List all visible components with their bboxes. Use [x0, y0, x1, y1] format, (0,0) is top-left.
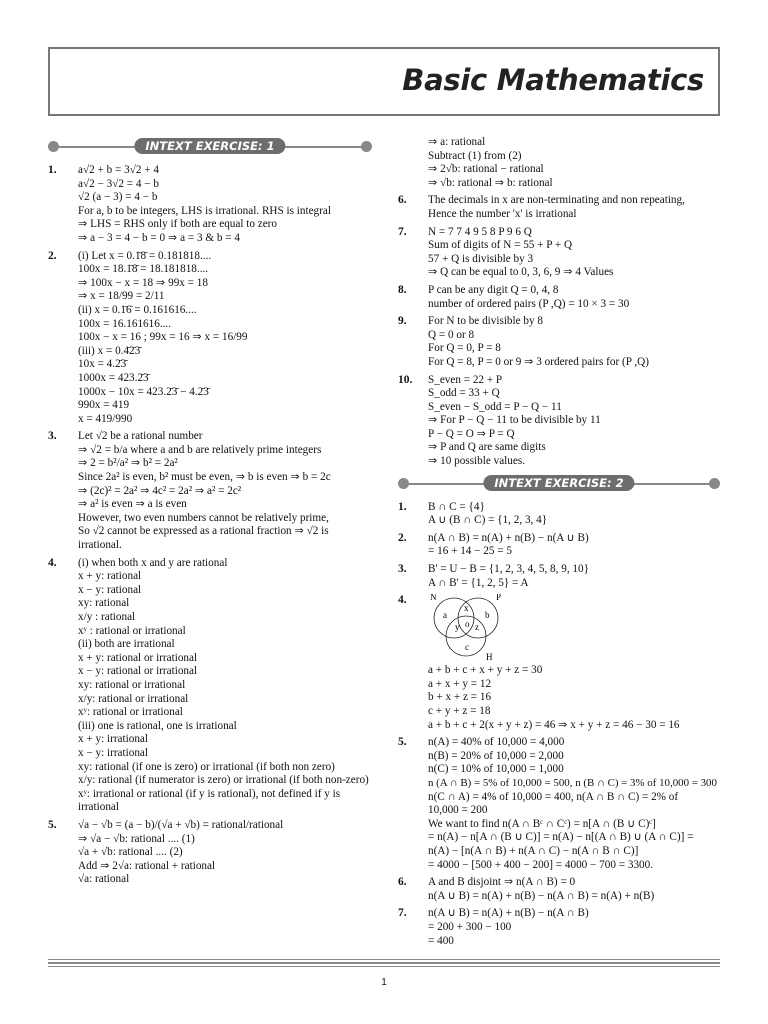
question-number: 4.	[398, 594, 407, 607]
question-item	[398, 374, 720, 469]
question-number: 4.	[48, 556, 57, 569]
venn-label-o: o	[465, 619, 470, 630]
solution-line: x/y: rational (if numerator is zero) or irrational (if both non-zero)	[78, 774, 369, 787]
solution-line: 100x = 18.1̄8̄ = 18.181818....	[78, 263, 209, 276]
solution-line: a + x + y = 12	[428, 677, 492, 690]
page-number: 1	[381, 977, 387, 988]
solution-line: Add ⇒ 2√a: rational + rational	[78, 859, 216, 872]
solution-line: x + y: rational or irrational	[78, 651, 198, 664]
solution-line: Q = 0 or 8	[428, 328, 475, 341]
question-item	[398, 907, 720, 948]
question-item	[398, 563, 720, 590]
question-item	[48, 250, 372, 427]
venn-label-y: y	[455, 622, 460, 633]
solution-line: For Q = 0, P = 8	[428, 342, 501, 355]
solution-line: 10,000 = 200	[428, 804, 488, 817]
solution-line: (iii) x = 0.4̄2̄3̄	[78, 344, 141, 357]
solution-line: √a − √b = (a − b)/(√a + √b) = rational/rational	[78, 818, 284, 831]
solution-line: n (A ∩ B) = 5% of 10,000 = 500, n (B ∩ C) = 3% of 10,000 = 300	[428, 776, 717, 789]
question-number: 10.	[398, 373, 413, 386]
question-item	[398, 532, 720, 559]
section-header-1	[48, 138, 372, 156]
left-column	[48, 136, 372, 891]
right-column	[398, 136, 720, 952]
solution-line: xy: rational or irrational	[78, 678, 186, 691]
solution-line: S_odd = 33 + Q	[428, 387, 500, 400]
solution-line: ⇒ 2 = b²/a² ⇒ b² = 2a²	[78, 457, 178, 470]
solution-line: b + x + z = 16	[428, 691, 492, 704]
section-title-1: INTEXT EXERCISE: 1	[134, 138, 285, 154]
solution-line: x = 419/990	[78, 412, 133, 425]
solution-line: Sum of digits of N = 55 + P + Q	[428, 239, 573, 252]
solution-line: ⇒ P and Q are same digits	[428, 441, 546, 454]
solution-line: x + y: irrational	[78, 733, 148, 746]
solution-line: irrational	[78, 801, 120, 814]
solution-line: n(B) = 20% of 10,000 = 2,000	[428, 749, 564, 762]
question-item	[48, 164, 372, 246]
venn-diagram	[428, 594, 508, 662]
solution-line: ⇒ √2 = b/a where a and b are relatively prime integers	[78, 443, 322, 456]
solution-line: ⇒ a² is even ⇒ a is even	[78, 498, 187, 511]
solution-line: B' = U − B = {1, 2, 3, 4, 5, 8, 9, 10}	[428, 563, 589, 576]
solution-line: 57 + Q is divisible by 3	[428, 252, 534, 265]
solution-line: xʸ: rational or irrational	[78, 706, 183, 719]
solution-line: irrational.	[78, 539, 122, 552]
solution-line: 100x − x = 16 ; 99x = 16 ⇒ x = 16/99	[78, 331, 248, 344]
solution-line: (ii) both are irrational	[78, 638, 175, 651]
solution-line: a + b + c + 2(x + y + z) = 46 ⇒ x + y + z = 46 − 30 = 16	[428, 718, 680, 731]
solution-line: = 4000 − [500 + 400 − 200] = 4000 − 700 = 3300.	[428, 858, 654, 871]
solution-line: P − Q = O ⇒ P = Q	[428, 427, 515, 440]
footer-rule	[48, 966, 720, 967]
solution-line: N = 7 7 4 9 5 8 P 9 6 Q	[428, 225, 532, 238]
solution-line: c + y + z = 18	[428, 705, 491, 717]
solution-line: = n(A) − n[A ∩ (B ∪ C)] = n(A) − n[(A ∩ B) ∪ (A ∩ C)] =	[428, 831, 694, 844]
solution-line: a√2 − 3√2 = 4 − b	[78, 177, 159, 190]
solution-line: xy: rational (if one is zero) or irrational (if both non zero)	[78, 760, 335, 773]
question-item	[398, 315, 720, 369]
question-item	[48, 430, 372, 552]
question-item	[398, 136, 720, 190]
left-questions	[48, 164, 372, 887]
solution-line: x/y : rational	[78, 611, 136, 623]
solution-line: So √2 cannot be expressed as a rational fraction ⇒ √2 is	[78, 525, 329, 538]
solution-line: A and B disjoint ⇒ n(A ∩ B) = 0	[428, 876, 576, 889]
solution-line: (i) when both x and y are rational	[78, 556, 228, 569]
solution-line: 1000x − 10x = 423.2̄3̄ − 4.2̄3̄	[78, 385, 209, 398]
question-number: 1.	[48, 164, 57, 176]
solution-line: (iii) one is rational, one is irrational	[78, 719, 237, 732]
question-number: 5.	[48, 818, 57, 831]
solution-line: x − y: rational or irrational	[78, 665, 198, 678]
solution-line: n(C ∩ A) = 4% of 10,000 = 400, n(A ∩ B ∩ C) = 2% of	[428, 790, 679, 803]
solution-line: ⇒ a: rational	[428, 136, 486, 148]
solution-line: For N to be divisible by 8	[428, 315, 543, 328]
solution-line: xy: rational	[78, 597, 130, 610]
solution-line: x/y: rational or irrational	[78, 692, 189, 705]
solution-line: = 16 + 14 − 25 = 5	[428, 545, 512, 558]
solution-line: ⇒ 10 possible values.	[428, 455, 526, 468]
venn-label-a: a	[443, 610, 447, 621]
solution-line: For a, b to be integers, LHS is irrational. RHS is integral	[78, 204, 331, 217]
question-number: 1.	[398, 500, 407, 513]
solution-line: We want to find n(A ∩ Bᶜ ∩ Cᶜ) = n[A ∩ (B ∪ C)ᶜ]	[428, 817, 656, 830]
solution-line: ⇒ x = 18/99 = 2/11	[78, 290, 165, 303]
solution-line: n(A) − [n(A ∩ B) + n(A ∩ C) − n(A ∩ B ∩ C)]	[428, 844, 639, 857]
section-header-2	[398, 475, 720, 493]
venn-label-x: x	[464, 603, 469, 614]
solution-line: a + b + c + x + y + z = 30	[428, 664, 543, 677]
question-item	[398, 594, 720, 732]
question-item	[398, 226, 720, 280]
header-box	[48, 47, 720, 116]
solution-line: A ∪ (B ∩ C) = {1, 2, 3, 4}	[428, 514, 548, 527]
solution-line: A ∩ B' = {1, 2, 5} = A	[428, 576, 529, 589]
footer-rule	[48, 962, 720, 964]
question-number: 9.	[398, 315, 407, 328]
section-title-2: INTEXT EXERCISE: 2	[483, 475, 634, 491]
venn-label-P: P	[496, 594, 502, 603]
venn-label-c: c	[465, 642, 469, 653]
solution-line: n(A ∩ B) = n(A) + n(B) − n(A ∪ B)	[428, 531, 589, 544]
solution-line: x − y: rational	[78, 583, 142, 596]
solution-line: ⇒ Q can be equal to 0, 3, 6, 9 ⇒ 4 Values	[428, 266, 614, 279]
solution-line: 1000x = 423.2̄3̄	[78, 371, 149, 384]
solution-line: However, two even numbers cannot be relatively prime,	[78, 511, 329, 524]
solution-line: S_even − S_odd = P − Q − 11	[428, 400, 562, 413]
question-number: 2.	[398, 531, 407, 544]
solution-line: n(A) = 40% of 10,000 = 4,000	[428, 736, 565, 749]
solution-line: √a: rational	[78, 873, 130, 886]
question-item	[48, 557, 372, 815]
solution-line: = 400	[428, 934, 454, 947]
solution-line: x + y: rational	[78, 570, 142, 583]
question-item	[398, 501, 720, 528]
page-title: Basic Mathematics	[402, 63, 704, 97]
question-number: 7.	[398, 225, 407, 238]
solution-line: Since 2a² is even, b² must be even, ⇒ b is even ⇒ b = 2c	[78, 471, 331, 484]
solution-line: number of ordered pairs (P ,Q) = 10 × 3 = 30	[428, 297, 630, 310]
question-item	[398, 736, 720, 872]
solution-line: S_even = 22 + P	[428, 373, 503, 386]
solution-line: ⇒ √a − √b: rational .... (1)	[78, 832, 195, 845]
solution-line: Let √2 be a rational number	[78, 430, 203, 443]
solution-line: √2 (a − 3) = 4 − b	[78, 191, 158, 204]
solution-line: For Q = 8, P = 0 or 9 ⇒ 3 ordered pairs for (P ,Q)	[428, 355, 649, 368]
question-number: 8.	[398, 283, 407, 296]
question-number: 3.	[398, 563, 407, 576]
solution-line: n(A ∪ B) = n(A) + n(B) − n(A ∩ B) = n(A) + n(B)	[428, 889, 655, 902]
venn-label-z: z	[475, 622, 479, 633]
right-questions-2	[398, 501, 720, 948]
venn-label-H: H	[486, 652, 493, 663]
question-item	[398, 284, 720, 311]
solution-line: B ∩ C = {4}	[428, 500, 485, 513]
solution-line: ⇒ 100x − x = 18 ⇒ 99x = 18	[78, 276, 208, 289]
solution-line: (ii) x = 0.1̄6̄ = 0.161616....	[78, 303, 197, 316]
question-number: 7.	[398, 907, 407, 920]
solution-line: Hence the number 'x' is irrational	[428, 207, 577, 220]
question-item	[398, 876, 720, 903]
solution-line: n(A ∪ B) = n(A) + n(B) − n(A ∩ B)	[428, 907, 589, 920]
solution-line: ⇒ For P − Q − 11 to be divisible by 11	[428, 414, 601, 427]
solution-line: ⇒ 2√b: rational − rational	[428, 163, 544, 176]
solution-line: xʸ: irrational or rational (if y is rational), not defined if y is	[78, 787, 341, 800]
solution-line: (i) Let x = 0.1̄8̄ = 0.181818....	[78, 249, 212, 262]
question-number: 5.	[398, 736, 407, 749]
solution-line: a√2 + b = 3√2 + 4	[78, 164, 159, 176]
solution-line: 100x = 16.161616....	[78, 317, 172, 330]
solution-line: n(C) = 10% of 10,000 = 1,000	[428, 763, 564, 776]
solution-line: x − y: irrational	[78, 746, 148, 759]
question-number: 3.	[48, 430, 57, 443]
solution-line: ⇒ LHS = RHS only if both are equal to zero	[78, 218, 277, 231]
solution-line: √a + √b: rational .... (2)	[78, 846, 183, 859]
question-number: 6.	[398, 194, 407, 207]
question-number: 2.	[48, 249, 57, 262]
solution-line: Subtract (1) from (2)	[428, 149, 522, 162]
footer-rule	[48, 959, 720, 960]
solution-line: P can be any digit Q = 0, 4, 8	[428, 283, 559, 296]
solution-line: ⇒ (2c)² = 2a² ⇒ 4c² = 2a² ⇒ a² = 2c²	[78, 484, 242, 497]
solution-line: The decimals in x are non-terminating and non repeating,	[428, 194, 685, 207]
solution-line: = 200 + 300 − 100	[428, 920, 512, 933]
solution-line: xʸ : rational or irrational	[78, 624, 186, 637]
question-number: 6.	[398, 876, 407, 889]
venn-label-b: b	[485, 610, 490, 621]
question-item	[398, 194, 720, 221]
solution-line: ⇒ a − 3 = 4 − b = 0 ⇒ a = 3 & b = 4	[78, 231, 240, 244]
solution-line: ⇒ √b: rational ⇒ b: rational	[428, 176, 553, 189]
solution-line: 10x = 4.2̄3̄	[78, 358, 127, 371]
venn-label-N: N	[430, 594, 437, 603]
question-item	[48, 819, 372, 887]
right-questions	[398, 136, 720, 469]
solution-line: 990x = 419	[78, 399, 130, 412]
